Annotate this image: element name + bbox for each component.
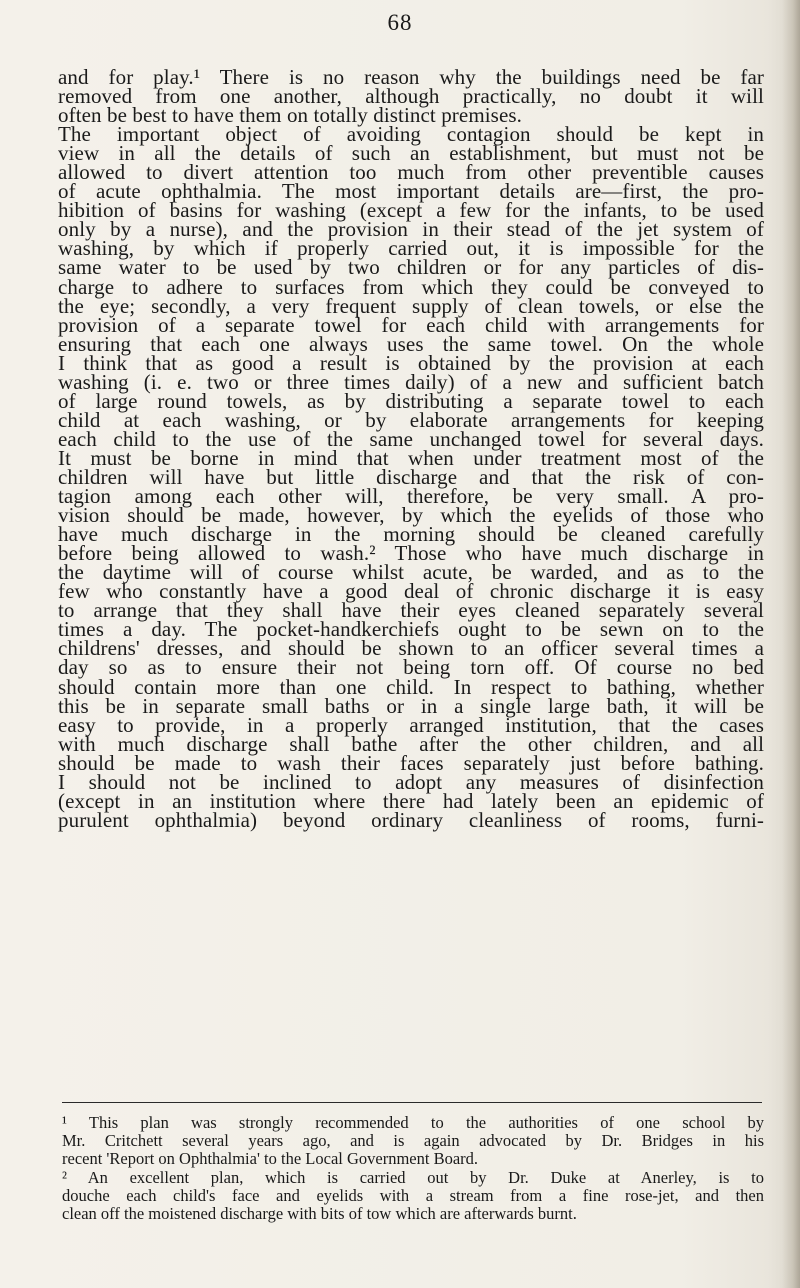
body-line: each child to the use of the same unchanged towel for several days. [58, 426, 764, 451]
body-line: to arrange that they shall have their eyes cleaned separately several [58, 598, 764, 623]
body-line: childrens' dresses, and should be shown to an officer several times a [58, 636, 764, 661]
body-line: child at each washing, or by elaborate arrangements for keeping [58, 407, 764, 432]
body-line: children will have but little discharge and that the risk of con- [58, 464, 764, 489]
body-line: with much discharge shall bathe after the other children, and all [58, 731, 764, 756]
body-line: few who constantly have a good deal of chronic discharge it is easy [58, 579, 764, 604]
body-line: this be in separate small baths or in a single large bath, it will be [58, 693, 764, 718]
body-text [58, 65, 764, 832]
body-line: washing, by which if properly carried out, it is impossible for the [58, 236, 764, 261]
footnote-line: Mr. Critchett several years ago, and is again advocated by Dr. Bridges in his [62, 1131, 764, 1151]
body-line: before being allowed to wash.² Those who have much discharge in [58, 541, 764, 566]
body-line: only by a nurse), and the provision in their stead of the jet system of [58, 217, 764, 242]
body-line: I should not be inclined to adopt any measures of disinfection [58, 769, 764, 794]
body-line: should contain more than one child. In respect to bathing, whether [58, 674, 764, 699]
body-line: ensuring that each one always uses the same towel. On the whole [58, 331, 764, 356]
footnote-line: ¹ This plan was strongly recommended to the authorities of one school by [62, 1113, 764, 1132]
body-line: of large round towels, as by distributing a separate towel to each [58, 388, 764, 413]
body-line: of acute ophthalmia. The most important details are—first, the pro- [58, 179, 764, 204]
body-line: often be best to have them on totally distinct premises. [58, 103, 523, 128]
body-line: and for play.¹ There is no reason why the buildings need be far [58, 65, 764, 89]
body-line: provision of a separate towel for each child with arrangements for [58, 312, 764, 337]
body-line: the daytime will of course whilst acute, be warded, and as to the [58, 560, 764, 585]
body-line: I think that as good a result is obtained by the provision at each [58, 350, 764, 375]
body-line: day so as to ensure their not being torn off. Of course no bed [58, 655, 764, 680]
page-number: 68 [387, 10, 413, 35]
body-line: charge to adhere to surfaces from which they could be conveyed to [58, 274, 764, 299]
body-line: have much discharge in the morning should be cleaned carefully [58, 522, 764, 547]
body-line: It must be borne in mind that when under treatment most of the [58, 445, 764, 470]
footnote-line: ² An excellent plan, which is carried out by Dr. Duke at Anerley, is to [62, 1167, 764, 1187]
body-line: should be made to wash their faces separately just before bathing. [58, 750, 764, 775]
footnotes [62, 1114, 764, 1223]
footnote-line: douche each child's face and eyelids with a stream from a fine rose-jet, and then [62, 1185, 764, 1205]
body-line: (except in an institution where there had lately been an epidemic of [58, 788, 764, 813]
body-line: easy to provide, in a properly arranged institution, that the cases [58, 712, 764, 737]
body-line: allowed to divert attention too much from other preventible causes [58, 160, 764, 185]
page-edge-shadow [782, 0, 800, 1288]
footnote-line: clean off the moistened discharge with bits of tow which are afterwards burnt. [62, 1203, 577, 1223]
body-line: washing (i. e. two or three times daily) of a new and sufficient batch [58, 369, 764, 394]
body-line: view in all the details of such an establishment, but must not be [58, 141, 764, 166]
body-line: times a day. The pocket-handkerchiefs ought to be sewn on to the [58, 617, 764, 642]
body-line: The important object of avoiding contagion should be kept in [58, 122, 764, 147]
body-line: purulent ophthalmia) beyond ordinary cleanliness of rooms, furni- [58, 807, 764, 832]
body-line: tagion among each other will, therefore, be very small. A pro- [58, 484, 764, 509]
body-line: removed from one another, although practically, no doubt it will [58, 84, 764, 109]
body-line: hibition of basins for washing (except a few for the infants, to be used [58, 198, 764, 223]
body-line: the eye; secondly, a very frequent supply of clean towels, or else the [58, 293, 764, 318]
footnote-line: recent 'Report on Ophthalmia' to the Local Government Board. [62, 1149, 479, 1169]
body-line: same water to be used by two children or for any particles of dis- [58, 255, 764, 280]
footnote-rule [62, 1102, 762, 1103]
body-line: vision should be made, however, by which the eyelids of those who [58, 503, 764, 528]
